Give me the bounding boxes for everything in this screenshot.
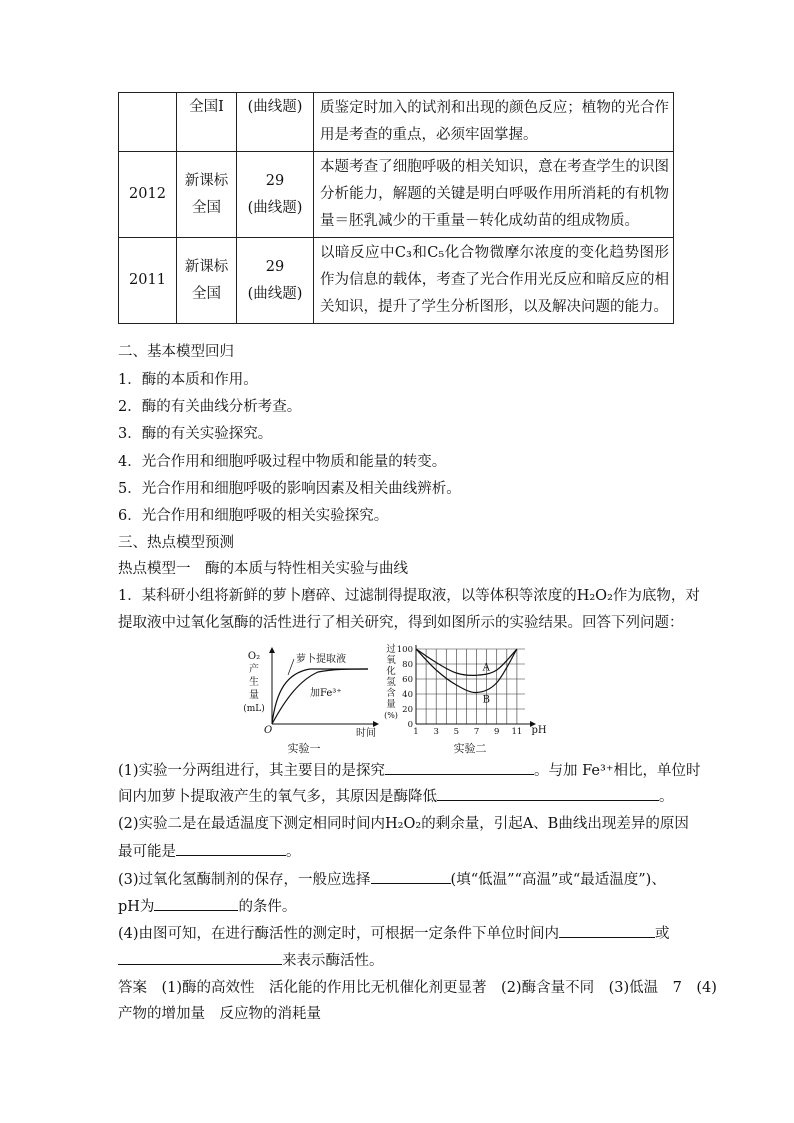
x-axis-label: 时间 bbox=[356, 728, 376, 739]
question-1: (1)实验一分两组进行，其主要目的是探究 。与加 Fe³⁺相比，单位时 bbox=[118, 760, 700, 781]
x-axis-label: pH bbox=[531, 725, 547, 736]
question-cell bbox=[237, 152, 314, 238]
x-tick-label: 7 bbox=[473, 727, 480, 737]
origin-label: O bbox=[264, 725, 273, 736]
chart-title: 实验二 bbox=[453, 742, 487, 755]
list-item: 2．酶的有关曲线分析考查。 bbox=[118, 399, 302, 415]
question-type: (曲线题) bbox=[247, 285, 303, 302]
y-tick-label: 60 bbox=[402, 675, 413, 685]
answer-line: 产物的增加量 反应物的消耗量 bbox=[118, 1006, 321, 1022]
answer-blank[interactable] bbox=[176, 841, 286, 856]
region-cell: 新课标全国 bbox=[177, 238, 237, 324]
x-tick-label: 11 bbox=[511, 727, 523, 737]
y-axis-label: 量 bbox=[249, 690, 259, 701]
y-axis-label: 量 bbox=[386, 699, 396, 710]
description-cell: 质鉴定时加入的试剂和出现的颜色反应；植物的光合作用是考查的重点，必须牢固掌握。 bbox=[314, 93, 674, 152]
series-label-extract: 萝卜提取液 bbox=[296, 654, 346, 665]
series-label-b: B bbox=[482, 694, 490, 706]
year-cell: 2011 bbox=[119, 238, 177, 324]
question-stem: 1．某科研小组将新鲜的萝卜磨碎、过滤制得提取液，以等体积等浓度的H₂O₂作为底物，对 bbox=[118, 588, 700, 604]
section-heading: 二、基本模型回归 bbox=[118, 344, 234, 360]
chart-title: 实验一 bbox=[287, 742, 321, 755]
table-row bbox=[119, 93, 674, 152]
y-axis-label: (mL) bbox=[243, 704, 265, 714]
answer-blank[interactable] bbox=[371, 869, 451, 884]
y-tick-label: 40 bbox=[402, 690, 413, 700]
y-tick-label: 20 bbox=[402, 705, 413, 715]
question-type: (曲线题) bbox=[247, 99, 303, 115]
question-4-cont: 来表示酶活性。 bbox=[118, 950, 384, 971]
question-number: 29 bbox=[265, 258, 285, 275]
table-row bbox=[119, 238, 674, 324]
answer-blank[interactable] bbox=[385, 760, 534, 775]
y-axis-label: 化 bbox=[386, 666, 396, 677]
y-axis-label: 含 bbox=[386, 688, 396, 699]
region-cell: 新课标全国 bbox=[177, 152, 237, 238]
answer-blank[interactable] bbox=[559, 923, 655, 938]
table-row bbox=[119, 152, 674, 238]
question-3-cont: pH为 的条件。 bbox=[118, 896, 296, 917]
y-axis-label: (%) bbox=[384, 711, 398, 720]
question-stem: 提取液中过氧化氢酶的活性进行了相关研究，得到如图所示的实验结果。回答下列问题： bbox=[118, 615, 684, 631]
y-axis-label: 氧 bbox=[386, 655, 396, 666]
question-type: (曲线题) bbox=[247, 199, 303, 216]
y-tick-label: 80 bbox=[402, 660, 413, 670]
description-cell: 以暗反应中C₃和C₅化合物微摩尔浓度的变化趋势图形作为信息的载体，考查了光合作用光反应和暗反应的相关知识，提升了学生分析图形，以及解决问题的能力。 bbox=[314, 238, 674, 324]
region-cell: 全国Ⅰ bbox=[177, 93, 237, 152]
question-3: (3)过氧化氢酶制剂的保存，一般应选择 (填“低温”“高温”或“最适温度”)、 bbox=[118, 869, 666, 890]
experiment-two-chart bbox=[382, 640, 552, 756]
section-heading: 三、热点模型预测 bbox=[118, 535, 234, 551]
question-1-cont: 间内加萝卜提取液产生的氧气多，其原因是酶降低 。 bbox=[118, 786, 674, 807]
exam-info-table bbox=[118, 92, 674, 324]
question-2-cont: 最可能是 。 bbox=[118, 841, 301, 862]
year-cell: 2012 bbox=[119, 152, 177, 238]
description-cell: 本题考查了细胞呼吸的相关知识，意在考查学生的识图分析能力，解题的关键是明白呼吸作用所消耗的有机物量＝胚乳减少的干重量－转化成幼苗的组成物质。 bbox=[314, 152, 674, 238]
list-item: 5．光合作用和细胞呼吸的影响因素及相关曲线辨析。 bbox=[118, 481, 461, 497]
question-cell bbox=[237, 93, 314, 152]
label-leader bbox=[288, 659, 294, 675]
y-axis-label: 生 bbox=[249, 677, 259, 688]
list-item: 4．光合作用和细胞呼吸过程中物质和能量的转变。 bbox=[118, 454, 447, 470]
x-tick-label: 5 bbox=[453, 727, 460, 737]
answer-blank[interactable] bbox=[154, 896, 238, 911]
model-title: 热点模型一 酶的本质与特性相关实验与曲线 bbox=[118, 561, 408, 577]
answer-blank[interactable] bbox=[118, 950, 282, 965]
question-2: (2)实验二是在最适温度下测定相同时间内H₂O₂的剩余量，引起A、B曲线出现差异的原因 bbox=[118, 816, 689, 832]
y-tick-label: 100 bbox=[396, 645, 413, 655]
list-item: 1．酶的本质和作用。 bbox=[118, 372, 258, 388]
list-item: 6．光合作用和细胞呼吸的相关实验探究。 bbox=[118, 508, 389, 524]
year-cell bbox=[119, 93, 177, 152]
y-axis-label: 产 bbox=[249, 664, 259, 675]
question-cell bbox=[237, 238, 314, 324]
series-label-a: A bbox=[482, 662, 490, 674]
experiment-one-chart bbox=[238, 640, 386, 756]
x-tick-label: 9 bbox=[494, 727, 500, 737]
question-4: (4)由图可知，在进行酶活性的测定时，可根据一定条件下单位时间内 或 bbox=[118, 923, 670, 944]
question-number: 29 bbox=[265, 172, 285, 189]
y-axis-label: 过 bbox=[386, 644, 396, 655]
series-label-fe3: 加Fe³⁺ bbox=[310, 688, 342, 699]
y-tick-label: 0 bbox=[407, 720, 413, 730]
y-axis-label: O₂ bbox=[247, 651, 261, 662]
answer-blank[interactable] bbox=[437, 786, 659, 801]
x-tick-label: 3 bbox=[433, 727, 439, 737]
list-item: 3．酶的有关实验探究。 bbox=[118, 426, 273, 442]
x-tick-label: 1 bbox=[413, 727, 419, 737]
answer-line: 答案 (1)酶的高效性 活化能的作用比无机催化剂更显著 (2)酶含量不同 (3)低温 7 (4) bbox=[118, 980, 717, 996]
y-axis-label: 氢 bbox=[386, 677, 396, 688]
